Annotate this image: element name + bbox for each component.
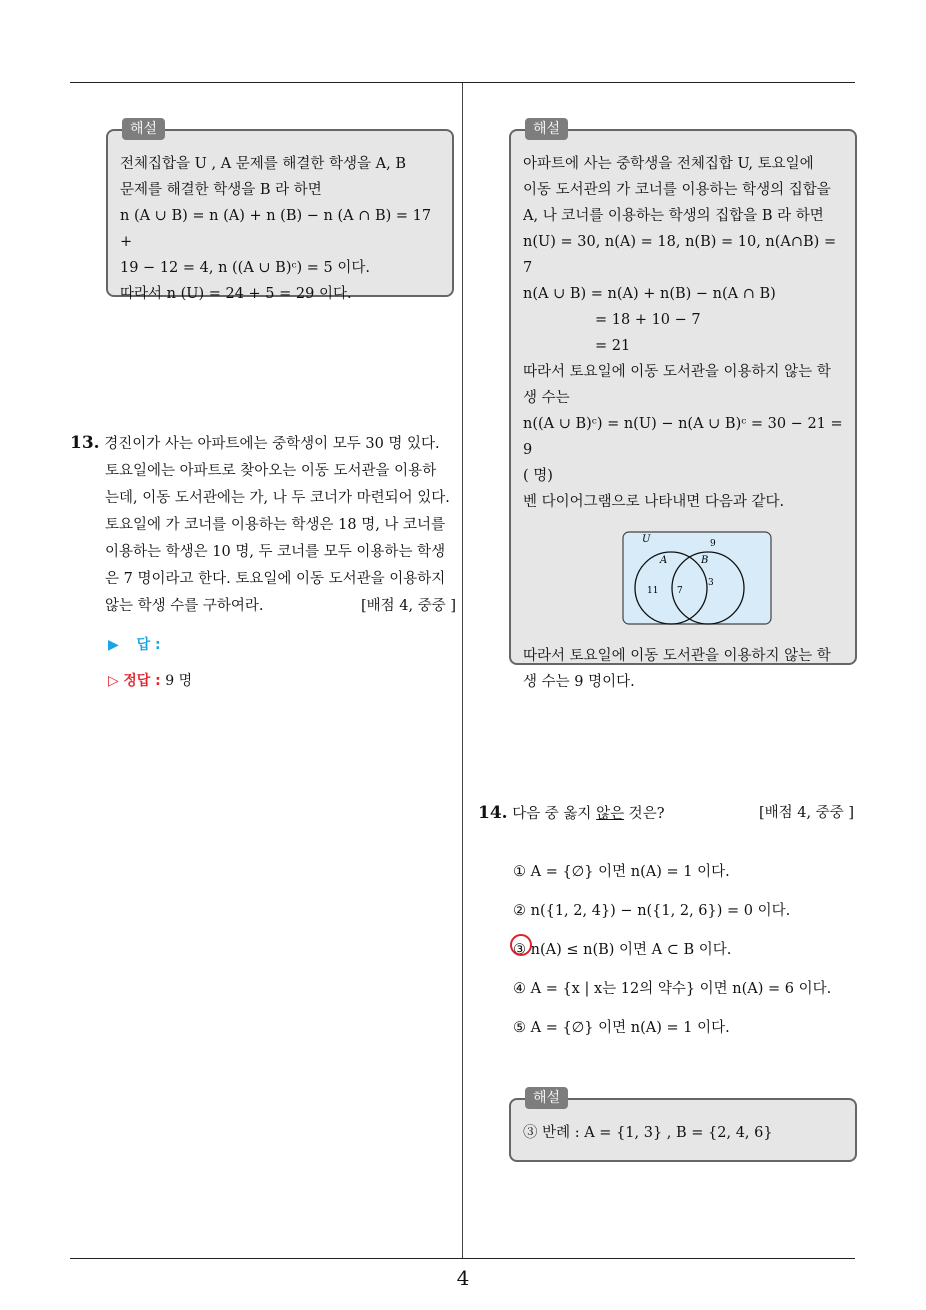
problem-text: 다음 중 옳지 [512, 806, 597, 822]
solution-line: 따라서 n (U) = 24 + 5 = 29 이다. [120, 286, 352, 302]
marked-answer-circle-icon [510, 934, 532, 956]
venn-svg [622, 531, 772, 625]
solution-tag: 해설 [122, 118, 165, 140]
option-5: ⑤ A = {∅} 이면 n(A) = 1 이다. [513, 1020, 730, 1036]
solution-line: n (A ∪ B) = n (A) + n (B) − n (A ∩ B) = 17 + [120, 208, 432, 250]
set-a-label: A [660, 555, 668, 566]
solution-line: n(A ∪ B) = n(A) + n(B) − n(A ∩ B) [523, 286, 776, 302]
problem-text: 않는 학생 수를 구하여라. [105, 598, 264, 614]
solution-tag: 해설 [525, 1087, 568, 1109]
solution-line: ③ 반례 : A = {1, 3} , B = {2, 4, 6} [523, 1125, 773, 1141]
option-4: ④ A = {x | x는 12의 약수} 이면 n(A) = 6 이다. [513, 981, 832, 997]
problem-text: 토요일에는 아파트로 찾아오는 이동 도서관을 이용하 [105, 463, 437, 479]
problem-text: 토요일에 가 코너를 이용하는 학생은 18 명, 나 코너를 [105, 517, 446, 533]
correct-label: 정답 : [123, 673, 161, 689]
venn-a-only-count: 11 [647, 586, 659, 596]
solution-line: n((A ∪ B)ᶜ) = n(U) − n(A ∪ B)ᶜ = 30 − 21 = 9 [523, 416, 843, 458]
solution-line: n(U) = 30, n(A) = 18, n(B) = 10, n(A∩B) = 7 [523, 234, 837, 276]
answer-label: 답 : [136, 637, 161, 653]
venn-both-count: 7 [677, 586, 683, 596]
solution-line: 생 수는 9 명이다. [523, 674, 635, 690]
set-b-label: B [701, 555, 709, 566]
correct-answer-row [108, 670, 192, 690]
solution-line: 따라서 토요일에 이동 도서관을 이용하지 않는 학 [523, 364, 831, 380]
universe-rect [623, 532, 771, 624]
venn-b-only-count: 3 [708, 578, 714, 588]
column-divider [462, 83, 463, 1258]
problem-number: 14. [478, 803, 508, 823]
universe-label: U [642, 534, 651, 545]
solution-tag: 해설 [525, 118, 568, 140]
problem-text: 이용하는 학생은 10 명, 두 코너를 모두 이용하는 학생 [105, 544, 446, 560]
answer-marker-icon: ▶ [108, 637, 119, 653]
problem-text: 은 7 명이라고 한다. 토요일에 이동 도서관을 이용하지 [105, 571, 446, 587]
problem-underline-text: 않은 [596, 806, 625, 822]
solution-line: ( 명) [523, 468, 553, 484]
solution-line: A, 나 코너를 이용하는 학생의 집합을 B 라 하면 [523, 208, 824, 224]
solution-line: 아파트에 사는 중학생을 전체집합 U, 토요일에 [523, 156, 814, 172]
score-label: [배점 4, 중중 ] [360, 598, 456, 614]
solution-box-13 [509, 121, 857, 690]
solution-line: 전체집합을 U , A 문제를 해결한 학생을 A, B [120, 156, 407, 172]
solution-line: = 18 + 10 − 7 [595, 312, 701, 328]
venn-diagram [622, 531, 772, 625]
option-2: ② n({1, 2, 4}) − n({1, 2, 6}) = 0 이다. [513, 903, 791, 919]
solution-line: 생 수는 [523, 390, 570, 406]
problem-text: 는데, 이동 도서관에는 가, 나 두 코너가 마련되어 있다. [105, 490, 450, 506]
answer-row [108, 634, 161, 654]
problem-text: 경진이가 사는 아파트에는 중학생이 모두 30 명 있다. [104, 436, 440, 452]
problem-13 [70, 430, 456, 620]
solution-line: 따라서 토요일에 이동 도서관을 이용하지 않는 학 [523, 648, 831, 664]
solution-line: = 21 [595, 338, 631, 354]
page-number: 4 [456, 1266, 470, 1290]
solution-line: 문제를 해결한 학생을 B 라 하면 [120, 182, 322, 198]
solution-box-12 [106, 121, 454, 302]
solution-line: 이동 도서관의 가 코너를 이용하는 학생의 집합을 [523, 182, 831, 198]
score-label: [배점 4, 중중 ] [758, 805, 854, 821]
solution-box-14 [509, 1090, 857, 1162]
bottom-rule [70, 1258, 855, 1259]
problem-14 [478, 800, 854, 827]
option-3: ③ n(A) ≤ n(B) 이면 A ⊂ B 이다. [513, 942, 732, 958]
option-1: ① A = {∅} 이면 n(A) = 1 이다. [513, 864, 730, 880]
problem-text: 것은? [624, 806, 665, 822]
correct-marker-icon: ▷ [108, 673, 119, 689]
solution-line: 19 − 12 = 4, n ((A ∪ B)ᶜ) = 5 이다. [120, 260, 370, 276]
venn-outside-count: 9 [710, 539, 716, 549]
solution-line: 벤 다이어그램으로 나타내면 다음과 같다. [523, 494, 785, 510]
problem-number: 13. [70, 433, 100, 453]
correct-value: 9 명 [165, 673, 193, 689]
